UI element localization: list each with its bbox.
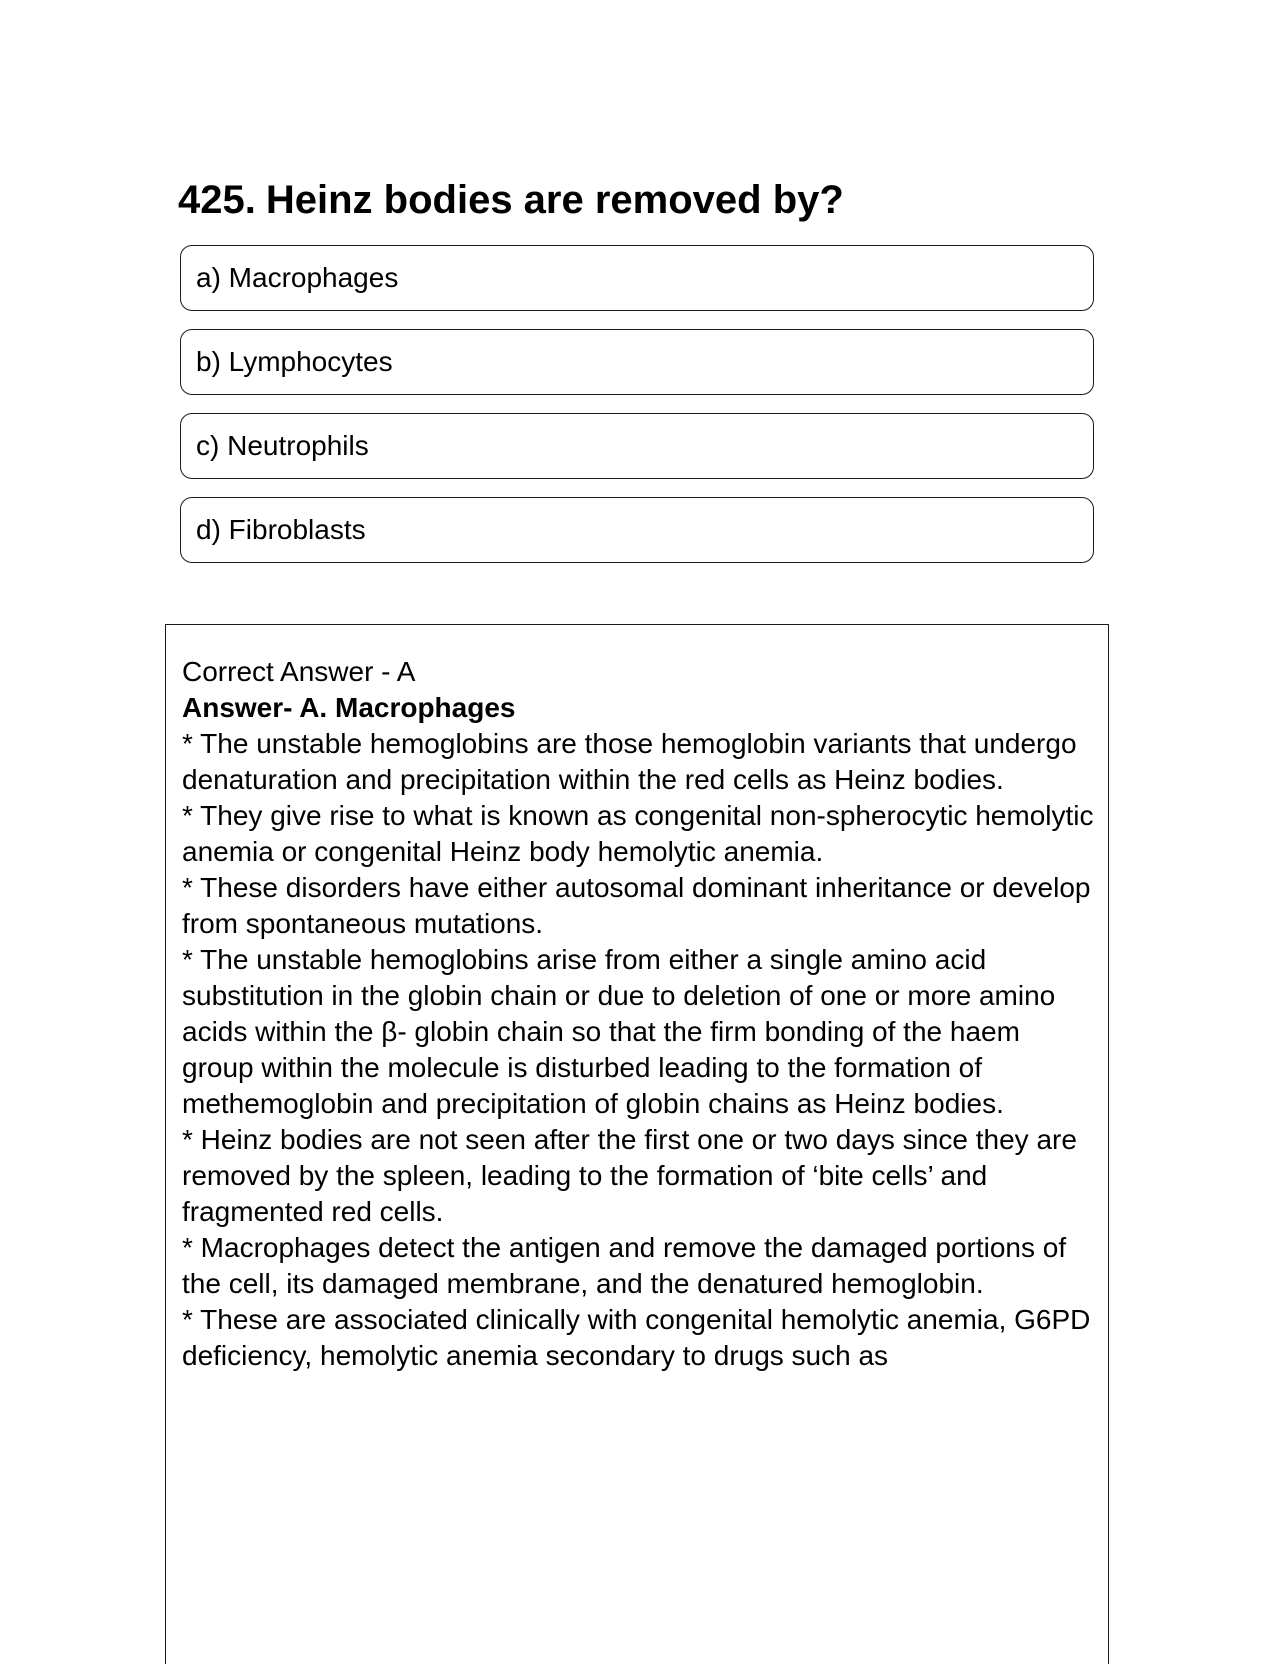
question-number: 425. xyxy=(178,178,256,222)
option-a[interactable]: a) Macrophages xyxy=(180,245,1094,311)
option-d[interactable]: d) Fibroblasts xyxy=(180,497,1094,563)
explanation-point: * Heinz bodies are not seen after the first one or two days since they are removed by the spleen, leading to the formation of ‘bite cells’ and fragmented red cells. xyxy=(182,1124,1077,1227)
explanation-point: * The unstable hemoglobins are those hemoglobin variants that undergo denaturation and precipitation within the red cells as Heinz bodies. xyxy=(182,728,1077,795)
correct-answer-line: Correct Answer - A xyxy=(182,656,416,687)
explanation-point: * Macrophages detect the antigen and remove the damaged portions of the cell, its damaged membrane, and the denatured hemoglobin. xyxy=(182,1232,1067,1299)
explanation-box xyxy=(165,624,1109,1664)
question-heading xyxy=(178,176,1098,224)
explanation-point: * These disorders have either autosomal dominant inheritance or develop from spontaneous mutations. xyxy=(182,872,1091,939)
option-b[interactable]: b) Lymphocytes xyxy=(180,329,1094,395)
option-c[interactable]: c) Neutrophils xyxy=(180,413,1094,479)
explanation-point: * They give rise to what is known as congenital non-spherocytic hemolytic anemia or congenital Heinz body hemolytic anemia. xyxy=(182,800,1094,867)
question-text: Heinz bodies are removed by? xyxy=(265,178,844,222)
explanation-point: * These are associated clinically with congenital hemolytic anemia, G6PD deficiency, hemolytic anemia secondary to drugs such as xyxy=(182,1304,1091,1371)
answer-heading: Answer- A. Macrophages xyxy=(182,692,516,723)
explanation-point: * The unstable hemoglobins arise from either a single amino acid substitution in the globin chain or due to deletion of one or more amino acids within the β- globin chain so that the firm bonding of the haem group within the molecule is disturbed leading to the formation of methemoglobin and precipitation of globin chains as Heinz bodies. xyxy=(182,944,1056,1119)
